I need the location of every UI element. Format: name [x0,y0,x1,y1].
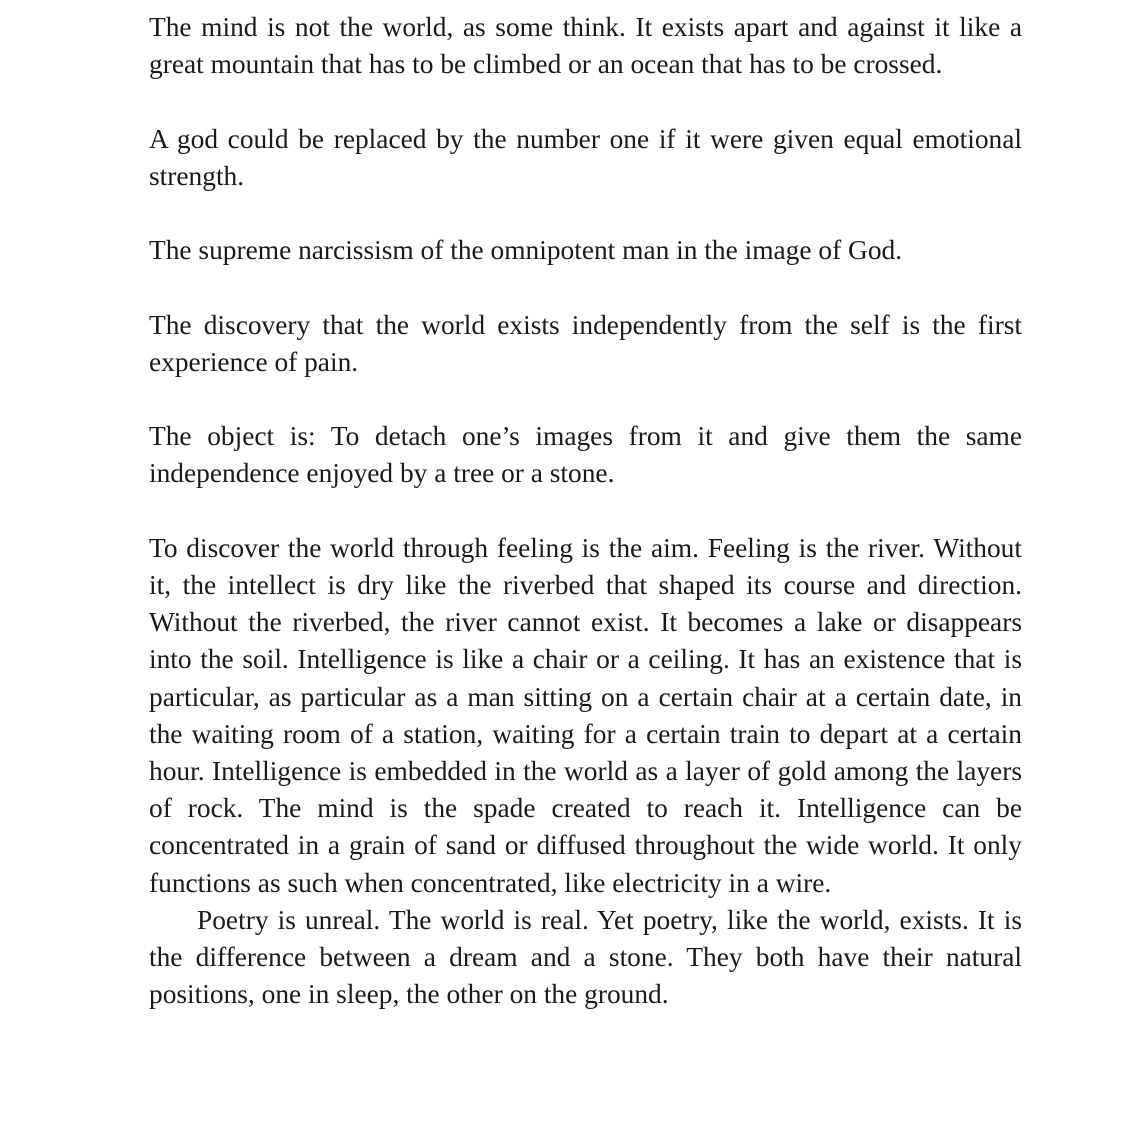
paragraph-discover-world-feeling: To discover the world through feeling is the aim. Feeling is the river. Without it, the intellect is dry like the riverbed that shaped its course and direction. Without the riverbed, the river cannot exist. It becomes a lake or disappears into the soil. Intelligence is like a chair or a ceiling. It has an existence that is particular, as particular as a man sitting on a certain chair at a certain date, in the waiting room of a station, waiting for a certain train to depart at a certain hour. Intelligence is embedded in the world as a layer of gold among the layers of rock. The mind is the spade created to reach it. Intelligence can be concentrated in a grain of sand or diffused throughout the wide world. It only functions as such when concentrated, like electricity in a wire. [149,532,1022,898]
paragraph-poetry-unreal: Poetry is unreal. The world is real. Yet poetry, like the world, exists. It is the difference between a dream and a stone. They both have their natural positions, one in sleep, the other on the ground. [149,904,1022,1010]
paragraph-god-number-one: A god could be replaced by the number one if it were given equal emotional strength. [149,123,1022,191]
paragraph-supreme-narcissism: The supreme narcissism of the omnipotent man in the image of God. [149,235,903,266]
paragraph-discovery-pain: The discovery that the world exists independently from the self is the first experience of pain. [149,309,1022,377]
paragraph-mind-not-world: The mind is not the world, as some think. It exists apart and against it like a great mountain that has to be climbed or an ocean that has to be crossed. [149,12,1022,80]
document-page [149,9,1022,1013]
paragraph-object-detach: The object is: To detach one’s images from it and give them the same independence enjoyed by a tree or a stone. [149,421,1022,489]
